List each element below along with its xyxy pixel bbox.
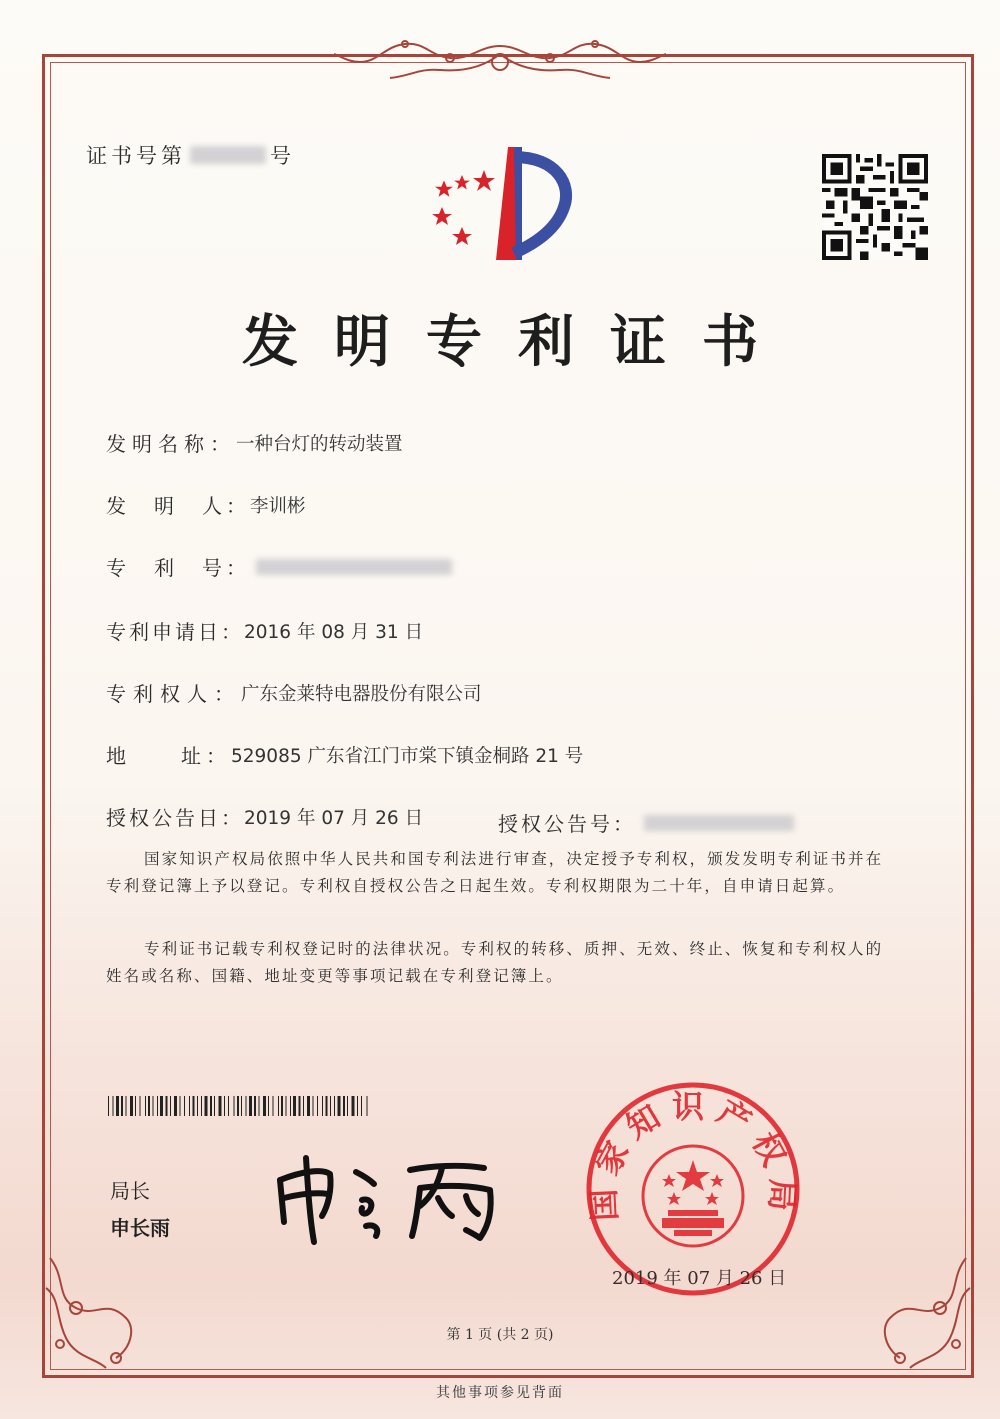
inventor-row — [106, 490, 306, 519]
grant-date-value: 2019 年 07 月 26 日 — [244, 807, 424, 829]
redacted-certificate-number — [190, 146, 266, 164]
grant-number-row — [498, 808, 794, 837]
barcode — [108, 1096, 370, 1116]
legal-status-note: 专利证书记载专利权登记时的法律状况。专利权的转移、质押、无效、终止、恢复和专利权人的姓名或名称、国籍、地址变更等事项记载在专利登记簿上。 — [106, 940, 884, 985]
redacted-grant-number — [644, 815, 794, 831]
patentee-row — [106, 678, 482, 707]
bottom-right-ornament — [870, 1248, 980, 1378]
bottom-left-ornament — [36, 1248, 146, 1378]
address-value: 529085 广东省江门市棠下镇金桐路 21 号 — [231, 745, 584, 767]
patent-number-row — [106, 552, 452, 581]
grant-date-label: 授权公告日： — [106, 806, 244, 830]
director-title: 局长 — [110, 1179, 150, 1203]
director-name: 申长雨 — [110, 1216, 170, 1240]
certificate-number — [86, 140, 295, 170]
grant-number-label: 授权公告号： — [498, 812, 636, 836]
page-indicator: 第 1 页 (共 2 页) — [446, 1327, 554, 1343]
invention-name-value: 一种台灯的转动装置 — [236, 433, 403, 455]
seal-date: 2019 年 07 月 26 日 — [612, 1268, 787, 1289]
certificate-title: 发明专利证书 — [242, 309, 794, 375]
back-page-note: 其他事项参见背面 — [436, 1385, 564, 1401]
seal-text: 国家知识产权局 — [584, 1087, 802, 1222]
address-label: 地 址： — [106, 744, 231, 768]
inventor-label: 发 明 人： — [106, 494, 250, 518]
cnipa-logo — [422, 135, 582, 265]
svg-text:国家知识产权局 — [584, 1088, 802, 1222]
filing-date-label: 专利申请日： — [106, 620, 244, 644]
qr-code — [822, 154, 928, 260]
redacted-patent-number — [256, 559, 452, 575]
patent-number-label: 专 利 号： — [106, 556, 250, 580]
patentee-value: 广东金莱特电器股份有限公司 — [241, 683, 482, 705]
grant-date-row — [106, 802, 423, 831]
certificate-number-suffix: 号 — [270, 144, 295, 168]
address-row — [106, 740, 583, 769]
certificate-statement: 国家知识产权局依照中华人民共和国专利法进行审查，决定授予专利权，颁发发明专利证书并在专利登记簿上予以登记。专利权自授权公告之日起生效。专利权期限为二十年，自申请日起算。 — [106, 850, 884, 895]
invention-name-row — [106, 428, 403, 457]
director-signature — [270, 1150, 510, 1245]
inventor-value: 李训彬 — [250, 495, 306, 517]
certificate-number-prefix: 证书号第 — [86, 144, 186, 168]
invention-name-label: 发明名称： — [106, 432, 236, 456]
top-ornament — [330, 36, 670, 92]
filing-date-value: 2016 年 08 月 31 日 — [244, 621, 424, 643]
filing-date-row — [106, 616, 423, 645]
patentee-label: 专利权人： — [106, 682, 241, 706]
